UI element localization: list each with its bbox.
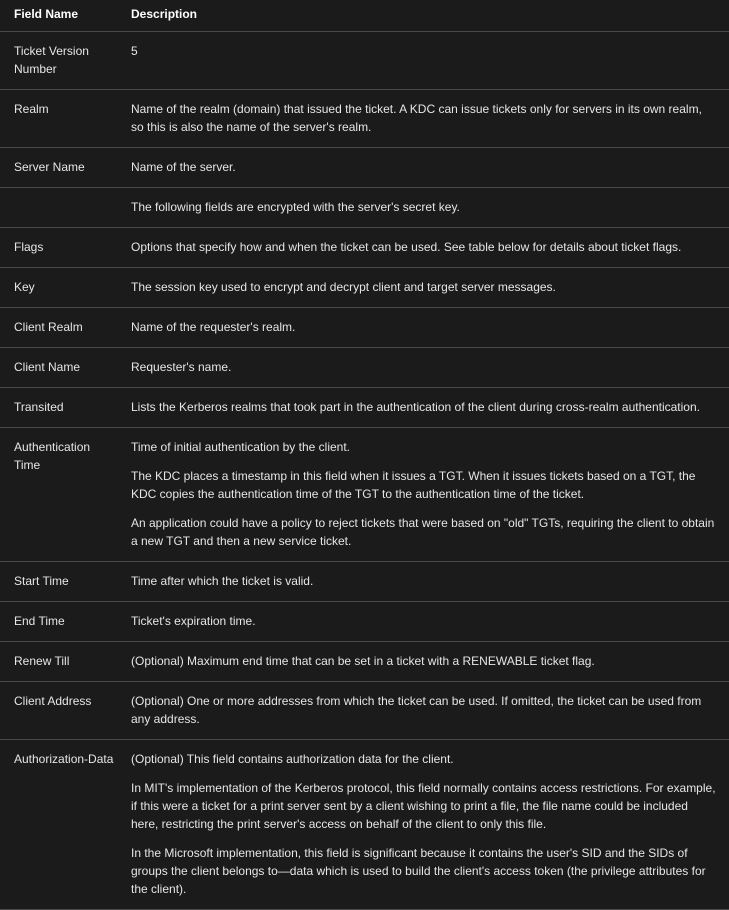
table-row xyxy=(0,308,729,348)
field-name-cell: Client Realm xyxy=(0,308,117,348)
description-paragraph: Ticket's expiration time. xyxy=(131,614,256,628)
table-row xyxy=(0,642,729,682)
table-row xyxy=(0,32,729,90)
table-header-row xyxy=(0,0,729,32)
description-paragraph: In MIT's implementation of the Kerberos protocol, this field normally contains access restrictions. For example, if this were a ticket for a print server sent by a client wishing to print a file, the file name could be included here, restricting the print server's access on behalf of the client to only this file. xyxy=(131,781,716,831)
field-name-cell: Client Address xyxy=(0,682,117,740)
description-cell xyxy=(117,602,729,642)
description-cell xyxy=(117,32,729,90)
field-name-cell: Realm xyxy=(0,90,117,148)
description-paragraph: The session key used to encrypt and decrypt client and target server messages. xyxy=(131,280,556,294)
description-paragraph: In the Microsoft implementation, this field is significant because it contains the user's SID and the SIDs of groups the client belongs to—data which is used to build the client's access token (the privilege attributes for the client). xyxy=(131,846,706,896)
description-cell xyxy=(117,90,729,148)
field-name-column-header: Field Name xyxy=(0,0,117,32)
table-row xyxy=(0,428,729,562)
description-cell xyxy=(117,562,729,602)
description-paragraph: Time after which the ticket is valid. xyxy=(131,574,314,588)
description-cell xyxy=(117,228,729,268)
field-name-cell: Server Name xyxy=(0,148,117,188)
field-name-cell xyxy=(0,188,117,228)
description-paragraph: Name of the requester's realm. xyxy=(131,320,296,334)
description-cell xyxy=(117,348,729,388)
description-cell xyxy=(117,428,729,562)
table-row xyxy=(0,228,729,268)
description-paragraph: (Optional) This field contains authorization data for the client. xyxy=(131,752,454,766)
description-cell xyxy=(117,268,729,308)
description-paragraph: Lists the Kerberos realms that took part in the authentication of the client during cross-realm authentication. xyxy=(131,400,700,414)
description-paragraph: Time of initial authentication by the client. xyxy=(131,440,351,454)
field-name-cell: Authorization-Data xyxy=(0,740,117,910)
description-cell xyxy=(117,642,729,682)
field-name-cell: Ticket Version Number xyxy=(0,32,117,90)
field-name-cell: Flags xyxy=(0,228,117,268)
description-paragraph: The KDC places a timestamp in this field when it issues a TGT. When it issues tickets based on a TGT, the KDC copies the authentication time of the TGT to the authentication time of the ticket. xyxy=(131,469,696,501)
description-paragraph: Requester's name. xyxy=(131,360,232,374)
field-name-cell: Start Time xyxy=(0,562,117,602)
table-row xyxy=(0,562,729,602)
description-cell xyxy=(117,682,729,740)
field-name-cell: Key xyxy=(0,268,117,308)
table-row xyxy=(0,268,729,308)
description-paragraph: (Optional) One or more addresses from which the ticket can be used. If omitted, the ticket can be used from any address. xyxy=(131,694,702,726)
table-row xyxy=(0,740,729,910)
description-cell xyxy=(117,740,729,910)
description-column-header: Description xyxy=(117,0,729,32)
description-paragraph: Options that specify how and when the ticket can be used. See table below for details about ticket flags. xyxy=(131,240,682,254)
table-row xyxy=(0,602,729,642)
description-cell xyxy=(117,148,729,188)
table-row xyxy=(0,388,729,428)
table-row xyxy=(0,682,729,740)
table-row xyxy=(0,348,729,388)
description-cell xyxy=(117,308,729,348)
table-row xyxy=(0,90,729,148)
field-name-cell: End Time xyxy=(0,602,117,642)
table-row xyxy=(0,148,729,188)
field-name-cell: Authentication Time xyxy=(0,428,117,562)
field-name-cell: Renew Till xyxy=(0,642,117,682)
description-paragraph: 5 xyxy=(131,44,138,58)
table-row xyxy=(0,188,729,228)
table-body xyxy=(0,32,729,910)
description-paragraph: An application could have a policy to reject tickets that were based on "old" TGTs, requiring the client to obtain a new TGT and then a new service ticket. xyxy=(131,516,715,548)
description-paragraph: Name of the server. xyxy=(131,160,236,174)
field-name-cell: Client Name xyxy=(0,348,117,388)
description-paragraph: Name of the realm (domain) that issued the ticket. A KDC can issue tickets only for servers in its own realm, so this is also the name of the server's realm. xyxy=(131,102,702,134)
description-paragraph: (Optional) Maximum end time that can be set in a ticket with a RENEWABLE ticket flag. xyxy=(131,654,595,668)
field-name-cell: Transited xyxy=(0,388,117,428)
description-cell xyxy=(117,388,729,428)
description-cell xyxy=(117,188,729,228)
description-paragraph: The following fields are encrypted with the server's secret key. xyxy=(131,200,460,214)
